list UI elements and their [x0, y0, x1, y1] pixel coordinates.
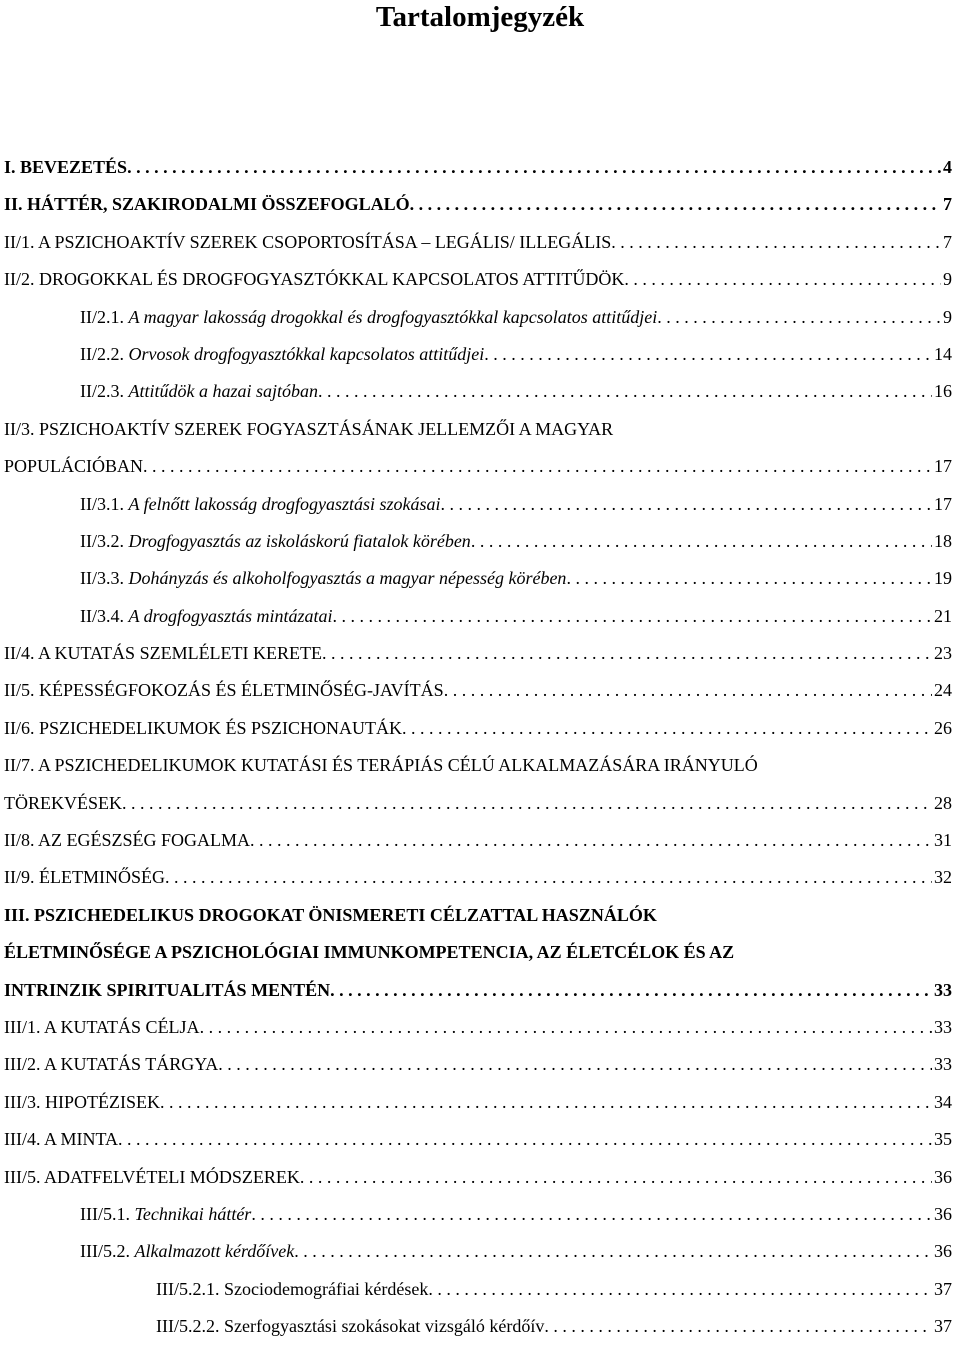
toc-dot-leader	[471, 523, 932, 560]
toc-dot-leader	[200, 1009, 932, 1046]
toc-entry-title: Alkalmazott kérdőívek	[134, 1241, 295, 1262]
toc-entry-number: III/4. A MINTA	[4, 1129, 119, 1150]
toc-dot-leader	[330, 972, 932, 1009]
toc-page-number: 7	[943, 231, 952, 252]
toc-entry[interactable]	[4, 598, 952, 635]
toc-page-number: 18	[934, 530, 952, 551]
toc-dot-leader	[118, 1121, 932, 1158]
toc-entry-label	[156, 1271, 428, 1308]
toc-entry-number: INTRINZIK SPIRITUALITÁS MENTÉN	[4, 979, 331, 1000]
toc-entry-number: II/9. ÉLETMINŐSÉG	[4, 867, 165, 888]
toc-dot-leader	[333, 598, 932, 635]
toc-entry-number: II/1. A PSZICHOAKTÍV SZEREK CSOPORTOSÍTÁSA – LEGÁLIS/ ILLEGÁLIS	[4, 231, 612, 252]
toc-entry-title: A felnőtt lakosság drogfogyasztási szokásai	[128, 493, 441, 514]
toc-entry[interactable]	[4, 672, 952, 709]
toc-entry-title: Technikai háttér	[134, 1203, 252, 1224]
toc-entry-label	[156, 1308, 544, 1345]
toc-entry[interactable]	[4, 1308, 952, 1345]
toc-entry-label	[4, 635, 322, 672]
toc-dot-leader	[318, 373, 932, 410]
toc-page-number: 23	[934, 643, 952, 664]
toc-page-number: 9	[943, 269, 952, 290]
toc-entry-number: II/2. DROGOKKAL ÉS DROGFOGYASZTÓKKAL KAPCSOLATOS ATTITŰDÖK	[4, 269, 625, 290]
toc-entry-number: II. HÁTTÉR, SZAKIRODALMI ÖSSZEFOGLALÓ	[4, 194, 410, 215]
toc-entry[interactable]	[4, 785, 952, 822]
toc-entry-label	[4, 224, 611, 261]
toc-page-number: 33	[934, 1016, 952, 1037]
toc-entry-number: POPULÁCIÓBAN	[4, 456, 144, 477]
toc-page-number: 33	[934, 979, 952, 1000]
toc-entry-label	[4, 1084, 160, 1121]
toc-entry[interactable]	[4, 336, 952, 373]
toc-entry-label	[80, 598, 333, 635]
toc-entry-label	[4, 672, 444, 709]
toc-dot-leader	[544, 1308, 932, 1345]
toc-entry[interactable]	[4, 373, 952, 410]
toc-page-number: 9	[943, 306, 952, 327]
table-of-contents	[4, 149, 952, 1346]
toc-entry-number: III/5.2.1. Szociodemográfiai kérdések	[156, 1278, 429, 1299]
toc-entry[interactable]	[4, 486, 952, 523]
toc-entry-number: II/4. A KUTATÁS SZEMLÉLETI KERETE	[4, 643, 323, 664]
toc-entry-number: II/3.2.	[80, 530, 129, 551]
toc-entry-label: II/3. PSZICHOAKTÍV SZEREK FOGYASZTÁSÁNAK JELLEMZŐI A MAGYAR	[4, 418, 614, 439]
toc-entry-title: Orvosok drogfogyasztókkal kapcsolatos attitűdjei	[128, 343, 485, 364]
toc-entry[interactable]	[4, 149, 952, 186]
toc-entry-title: A drogfogyasztás mintázatai	[128, 605, 333, 626]
toc-entry-number: I. BEVEZETÉS	[4, 157, 128, 177]
toc-entry[interactable]	[4, 186, 952, 223]
toc-page-number: 34	[934, 1091, 952, 1112]
toc-entry-label	[4, 1009, 200, 1046]
toc-entry[interactable]	[4, 747, 952, 784]
toc-entry-label	[4, 710, 402, 747]
toc-entry[interactable]	[4, 411, 952, 448]
toc-entry[interactable]	[4, 1271, 952, 1308]
toc-entry-label	[4, 149, 127, 186]
toc-dot-leader	[410, 186, 941, 223]
toc-entry[interactable]	[4, 448, 952, 485]
toc-entry-label	[80, 373, 318, 410]
toc-entry-number: II/2.3.	[80, 381, 129, 402]
toc-entry-number: II/3.3.	[80, 568, 129, 589]
toc-entry-number: II/6. PSZICHEDELIKUMOK ÉS PSZICHONAUTÁK	[4, 717, 402, 738]
toc-entry[interactable]	[4, 934, 952, 971]
toc-page-number: 16	[934, 381, 952, 402]
toc-entry[interactable]	[4, 1159, 952, 1196]
toc-entry[interactable]	[4, 560, 952, 597]
toc-dot-leader	[127, 149, 941, 186]
toc-entry-title: Attitűdök a hazai sajtóban	[128, 381, 319, 402]
toc-page-number: 32	[934, 867, 952, 888]
toc-page-number: 14	[934, 343, 952, 364]
toc-entry-number: III/1. A KUTATÁS CÉLJA	[4, 1016, 200, 1037]
toc-dot-leader	[165, 859, 932, 896]
toc-entry-number: III/3. HIPOTÉZISEK	[4, 1091, 160, 1112]
toc-page-number: 19	[934, 568, 952, 589]
toc-entry-number: III/2. A KUTATÁS TÁRGYA	[4, 1054, 219, 1075]
toc-entry-label	[4, 972, 330, 1009]
toc-entry-number: II/5. KÉPESSÉGFOKOZÁS ÉS ÉLETMINŐSÉG-JAVÍTÁS	[4, 680, 444, 701]
toc-dot-leader	[624, 261, 941, 298]
toc-entry[interactable]	[4, 822, 952, 859]
toc-entry-label	[4, 785, 122, 822]
toc-page-number: 26	[934, 717, 952, 738]
toc-entry-label	[80, 299, 657, 336]
toc-dot-leader	[484, 336, 932, 373]
toc-dot-leader	[444, 672, 932, 709]
toc-page-number: 36	[934, 1203, 952, 1224]
toc-entry-label	[80, 1196, 251, 1233]
toc-entry-number: II/8. AZ EGÉSZSÉG FOGALMA	[4, 830, 250, 851]
toc-entry-number: II/2.2.	[80, 343, 129, 364]
toc-entry[interactable]	[4, 1233, 952, 1270]
toc-entry-number: II/3.1.	[80, 493, 129, 514]
toc-entry-label	[80, 1233, 294, 1270]
toc-entry-number: III/5.2.2. Szerfogyasztási szokásokat vizsgáló kérdőív	[156, 1316, 545, 1337]
toc-page-number: 7	[943, 194, 952, 215]
toc-dot-leader	[402, 710, 932, 747]
toc-entry[interactable]	[4, 224, 952, 261]
toc-entry-title: Drogfogyasztás az iskoláskorú fiatalok körében	[128, 530, 471, 551]
toc-dot-leader	[294, 1233, 932, 1270]
toc-entry-label	[4, 261, 624, 298]
toc-page-number: 4	[943, 157, 952, 177]
toc-page-number: 33	[934, 1054, 952, 1075]
toc-entry[interactable]	[4, 1009, 952, 1046]
toc-entry-label	[4, 822, 250, 859]
toc-entry-label	[4, 1121, 118, 1158]
toc-dot-leader	[143, 448, 932, 485]
toc-dot-leader	[657, 299, 941, 336]
toc-entry[interactable]	[4, 261, 952, 298]
toc-dot-leader	[441, 486, 932, 523]
toc-entry-number: II/2.1.	[80, 306, 129, 327]
toc-entry-title: A magyar lakosság drogokkal és drogfogyasztókkal kapcsolatos attitűdjei	[128, 306, 658, 327]
toc-page-number: 24	[934, 680, 952, 701]
toc-dot-leader	[218, 1046, 932, 1083]
toc-page-number: 37	[934, 1278, 952, 1299]
toc-entry[interactable]	[4, 299, 952, 336]
toc-dot-leader	[160, 1084, 932, 1121]
toc-entry-label	[4, 859, 165, 896]
toc-page-number: 28	[934, 792, 952, 813]
toc-page-number: 17	[934, 493, 952, 514]
toc-entry[interactable]	[4, 859, 952, 896]
toc-page-number: 36	[934, 1166, 952, 1187]
toc-entry-label: III. PSZICHEDELIKUS DROGOKAT ÖNISMERETI CÉLZATTAL HASZNÁLÓK	[4, 904, 657, 925]
toc-page-number: 37	[934, 1316, 952, 1337]
toc-dot-leader	[566, 560, 932, 597]
page-title: Tartalomjegyzék	[375, 1, 585, 33]
toc-entry-number: III/5.2.	[80, 1241, 135, 1262]
toc-entry[interactable]	[4, 1196, 952, 1233]
toc-entry-label: II/7. A PSZICHEDELIKUMOK KUTATÁSI ÉS TERÁPIÁS CÉLÚ ALKALMAZÁSÁRA IRÁNYULÓ	[4, 755, 758, 776]
toc-entry[interactable]	[4, 523, 952, 560]
toc-dot-leader	[428, 1271, 932, 1308]
toc-entry-number: III/5.1.	[80, 1203, 135, 1224]
toc-dot-leader	[611, 224, 941, 261]
toc-page-number: 35	[934, 1129, 952, 1150]
toc-entry-number: TÖREKVÉSEK	[4, 792, 122, 813]
toc-dot-leader	[300, 1159, 932, 1196]
toc-entry-title: Dohányzás és alkoholfogyasztás a magyar népesség körében	[128, 568, 567, 589]
toc-entry[interactable]	[4, 972, 952, 1009]
toc-entry-number: II/3.4.	[80, 605, 129, 626]
toc-entry[interactable]	[4, 897, 952, 934]
toc-entry-label	[4, 1159, 300, 1196]
toc-entry[interactable]	[4, 1121, 952, 1158]
toc-entry[interactable]	[4, 710, 952, 747]
toc-entry-label	[80, 560, 566, 597]
toc-entry-label	[4, 186, 410, 223]
toc-dot-leader	[322, 635, 932, 672]
toc-dot-leader	[122, 785, 932, 822]
toc-entry-label	[4, 1046, 218, 1083]
toc-entry-label	[80, 486, 441, 523]
toc-entry-number: III/5. ADATFELVÉTELI MÓDSZEREK	[4, 1166, 300, 1187]
toc-page-number: 21	[934, 605, 952, 626]
toc-entry[interactable]	[4, 635, 952, 672]
toc-entry[interactable]	[4, 1046, 952, 1083]
toc-dot-leader	[250, 822, 932, 859]
toc-page-number: 36	[934, 1241, 952, 1262]
toc-entry[interactable]	[4, 1084, 952, 1121]
toc-entry-label	[80, 523, 471, 560]
toc-entry-label	[4, 448, 143, 485]
toc-dot-leader	[251, 1196, 932, 1233]
toc-entry-label: ÉLETMINŐSÉGE A PSZICHOLÓGIAI IMMUNKOMPETENCIA, AZ ÉLETCÉLOK ÉS AZ	[4, 942, 735, 963]
toc-entry-label	[80, 336, 484, 373]
toc-page-number: 31	[934, 830, 952, 851]
toc-page-number: 17	[934, 456, 952, 477]
